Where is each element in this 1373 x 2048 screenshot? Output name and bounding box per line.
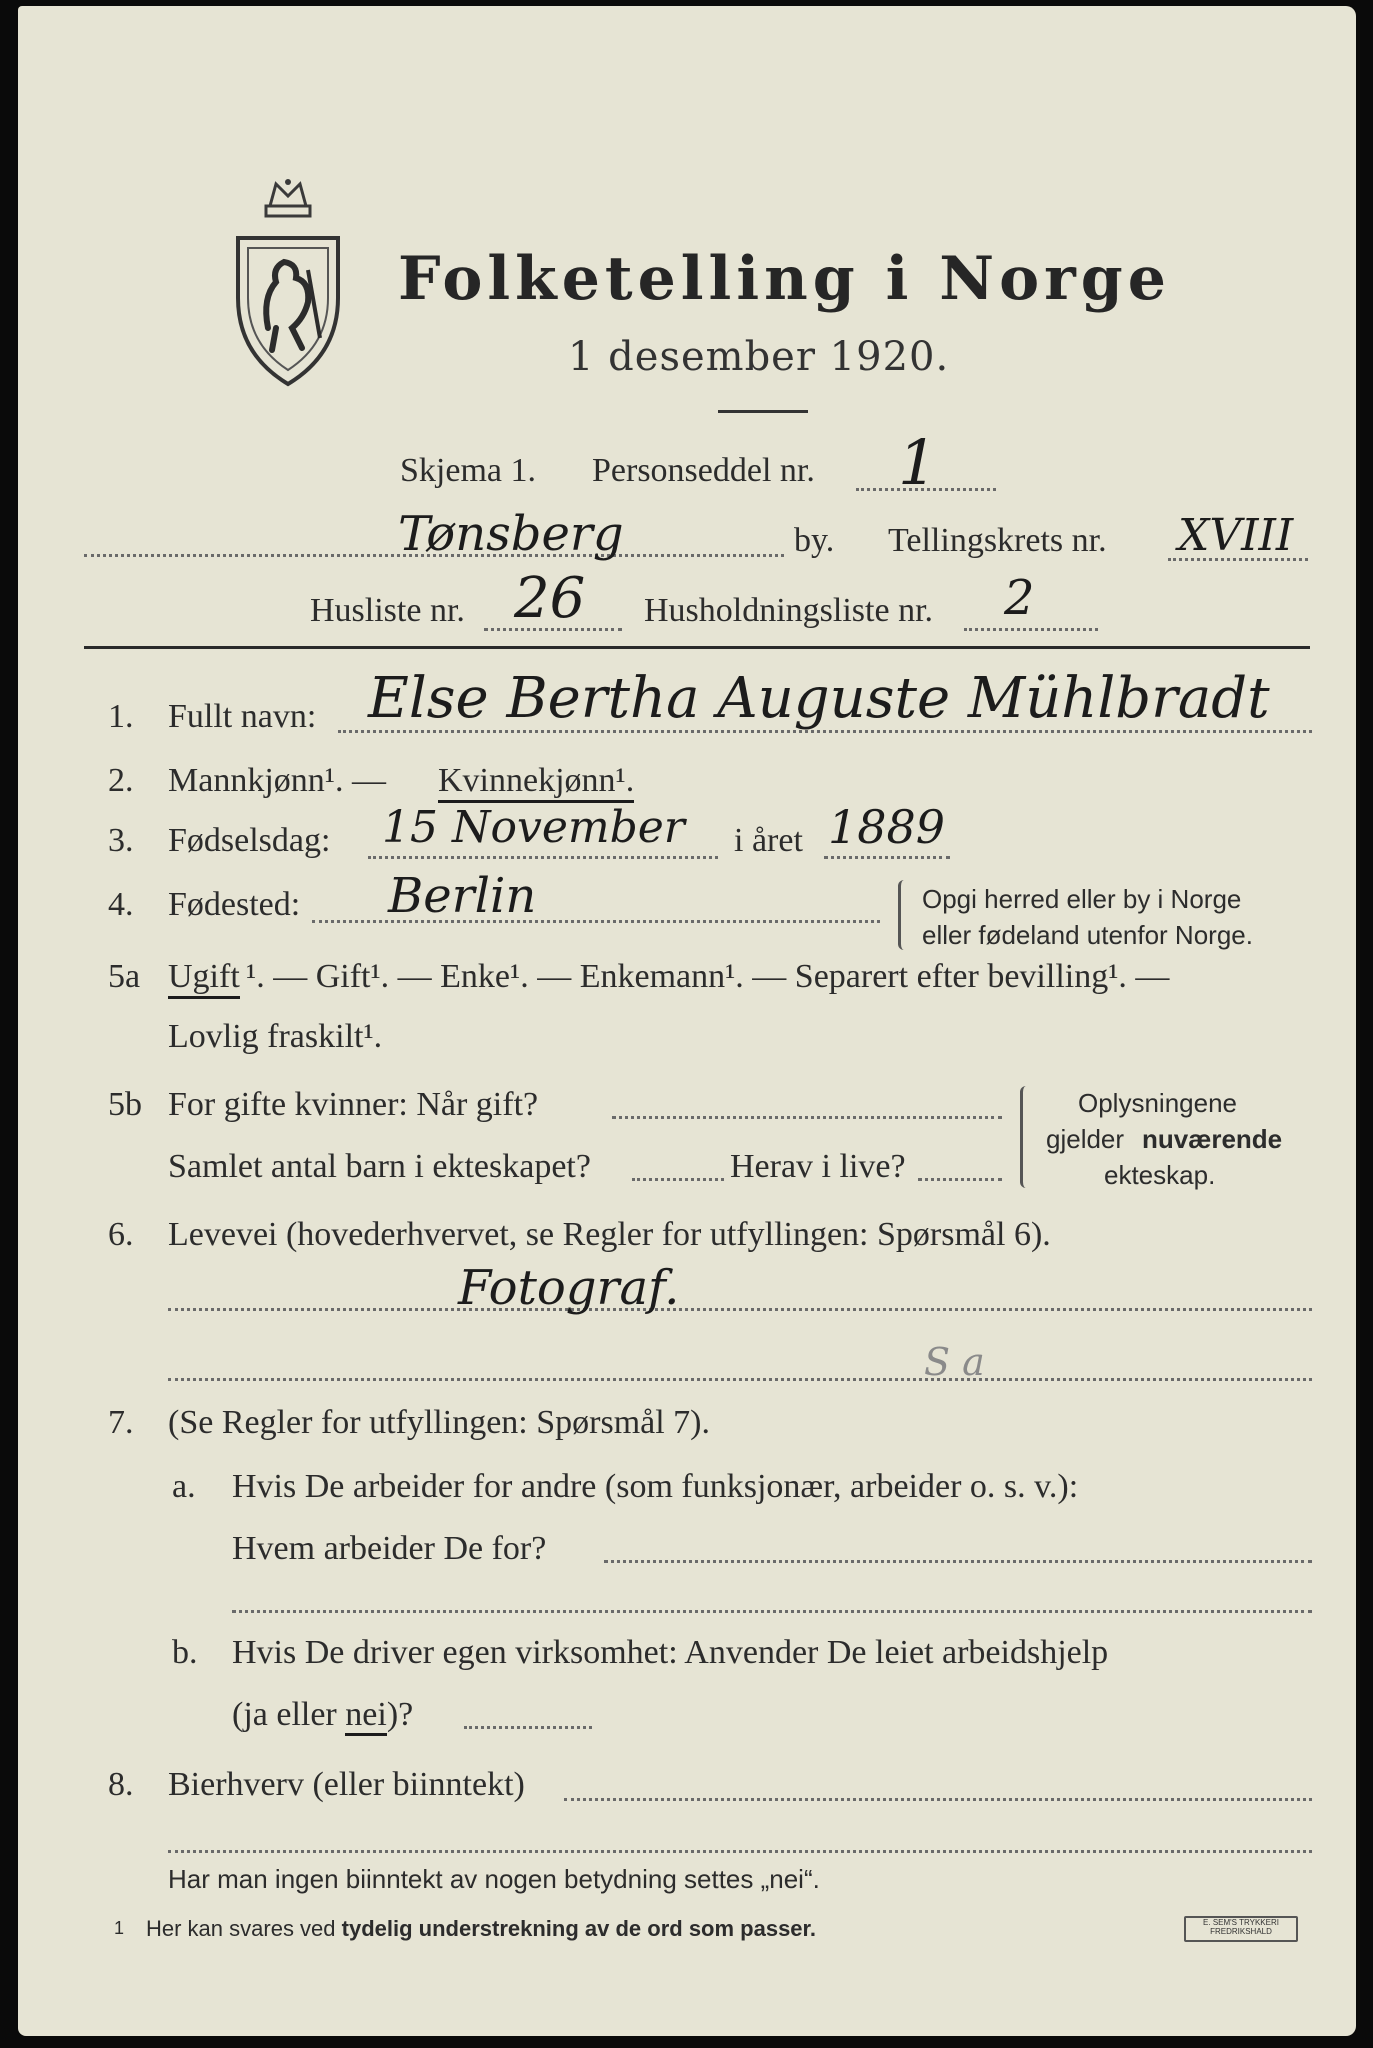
q8-label: Bierhverv (eller biinntekt) (168, 1766, 525, 1803)
full-name-value: Else Bertha Auguste Mühlbradt (368, 666, 1270, 731)
q3-number: 3. (108, 822, 134, 859)
q5a-lovlig-fraskilt[interactable]: Lovlig fraskilt¹. (168, 1018, 383, 1055)
q6-label: Levevei (hovederhvervet, se Regler for utfyllingen: Spørsmål 6). (168, 1216, 1051, 1253)
skjema-label: Skjema 1. (400, 452, 536, 489)
children-field[interactable] (632, 1178, 724, 1181)
q5b-note-line2a: gjelder (1046, 1124, 1125, 1154)
q7-number: 7. (108, 1404, 134, 1441)
q5b-when-married-label: For gifte kvinner: Når gift? (168, 1086, 539, 1123)
footnote-text-b: tydelig understrekning av de ord som passer. (341, 1916, 817, 1941)
printer-line2: FREDRIKSHALD (1210, 1927, 1272, 1936)
section-divider (84, 646, 1310, 649)
q5b-children-label: Samlet antal barn i ekteskapet? (168, 1148, 591, 1185)
q7b-answer-label (232, 1696, 413, 1734)
printer-line1: E. SEM'S TRYKKERI (1203, 1918, 1279, 1927)
q3-year-label: i året (734, 822, 803, 859)
occupation-field-line1[interactable] (168, 1308, 1312, 1311)
q4-note-line2: eller fødeland utenfor Norge. (922, 920, 1253, 950)
birthday-value: 15 November (382, 802, 685, 853)
form-title: Folketelling i Norge (398, 244, 1171, 314)
q5b-note-line3: ekteskap. (1104, 1160, 1216, 1190)
q5b-alive-label: Herav i live? (730, 1148, 906, 1185)
side-income-field-line1[interactable] (564, 1798, 1312, 1801)
footnote-text (146, 1916, 816, 1942)
norwegian-coat-of-arms-icon (232, 178, 344, 388)
husholdningsliste-field[interactable] (964, 628, 1098, 631)
q5a-number: 5a (108, 958, 141, 995)
birth-year-value: 1889 (828, 800, 946, 854)
employer-field-line2[interactable] (232, 1610, 1312, 1613)
q6-number: 6. (108, 1216, 134, 1253)
q3-label: Fødselsdag: (168, 822, 331, 859)
q1-label: Fullt navn: (168, 698, 317, 735)
birth-year-field[interactable] (824, 856, 950, 859)
q5a-other-options[interactable]: ¹. — Gift¹. — Enke¹. — Enkemann¹. — Separert efter bevilling¹. — (246, 958, 1170, 995)
q4-note-brace (898, 880, 911, 950)
printer-stamp (1184, 1916, 1298, 1942)
q2-number: 2. (108, 762, 134, 799)
q7b-nei-option[interactable]: nei (345, 1696, 387, 1736)
by-label: by. (794, 522, 835, 559)
q7a-label: Hvis De arbeider for andre (som funksjonær, arbeider o. s. v.): (232, 1468, 1079, 1505)
q8-note: Har man ingen biinntekt av nogen betydning settes „nei“. (168, 1864, 820, 1894)
husholdningsliste-label: Husholdningsliste nr. (644, 592, 934, 629)
q5b-note-brace (1020, 1086, 1033, 1188)
alive-field[interactable] (918, 1178, 1002, 1181)
footnote-mark: 1 (114, 1918, 125, 1938)
occupation-value: Fotograf. (458, 1260, 680, 1316)
employer-field-line1[interactable] (604, 1560, 1312, 1563)
q4-note-line1: Opgi herred eller by i Norge (922, 884, 1242, 914)
tellingskrets-value: XVIII (1178, 510, 1294, 561)
q5b-note-line1: Oplysningene (1078, 1088, 1237, 1118)
q4-number: 4. (108, 886, 134, 923)
q5b-number: 5b (108, 1086, 142, 1123)
husliste-value: 26 (514, 566, 586, 631)
husholdningsliste-value: 2 (1004, 570, 1035, 626)
q2-male-option[interactable]: Mannkjønn¹. — (168, 762, 386, 799)
q5b-note-line2b: nuværende (1142, 1124, 1283, 1154)
husliste-label: Husliste nr. (310, 592, 465, 629)
hired-help-field[interactable] (464, 1726, 592, 1729)
q7-label: (Se Regler for utfyllingen: Spørsmål 7). (168, 1404, 711, 1441)
q5a-ugift-option[interactable]: Ugift (168, 958, 240, 999)
q7b-label: Hvis De driver egen virksomhet: Anvender De leiet arbeidshjelp (232, 1634, 1109, 1671)
personseddel-value: 1 (898, 426, 938, 499)
side-income-field-line2[interactable] (168, 1850, 1312, 1853)
q7b-letter: b. (172, 1634, 198, 1671)
footnote-text-a: Her kan svares ved (146, 1916, 342, 1941)
q2-female-option[interactable]: Kvinnekjønn¹. (438, 762, 634, 803)
q1-number: 1. (108, 698, 134, 735)
official-mark: S a (924, 1340, 985, 1384)
q7b-suffix: )? (386, 1696, 414, 1733)
q4-label: Fødested: (168, 886, 301, 923)
q8-number: 8. (108, 1766, 134, 1803)
city-value: Tønsberg (398, 506, 624, 562)
birthday-field[interactable] (368, 856, 718, 859)
census-form-page (18, 6, 1356, 2036)
title-divider (718, 410, 808, 413)
q7a-employer-label: Hvem arbeider De for? (232, 1530, 547, 1567)
birthplace-value: Berlin (388, 868, 537, 924)
occupation-field-line2[interactable] (168, 1378, 1312, 1381)
when-married-field[interactable] (612, 1116, 1002, 1119)
tellingskrets-label: Tellingskrets nr. (888, 522, 1107, 559)
personseddel-label: Personseddel nr. (592, 452, 815, 489)
q7b-prefix: (ja eller (232, 1696, 346, 1733)
form-date: 1 desember 1920. (568, 334, 950, 380)
q7a-letter: a. (172, 1468, 196, 1505)
